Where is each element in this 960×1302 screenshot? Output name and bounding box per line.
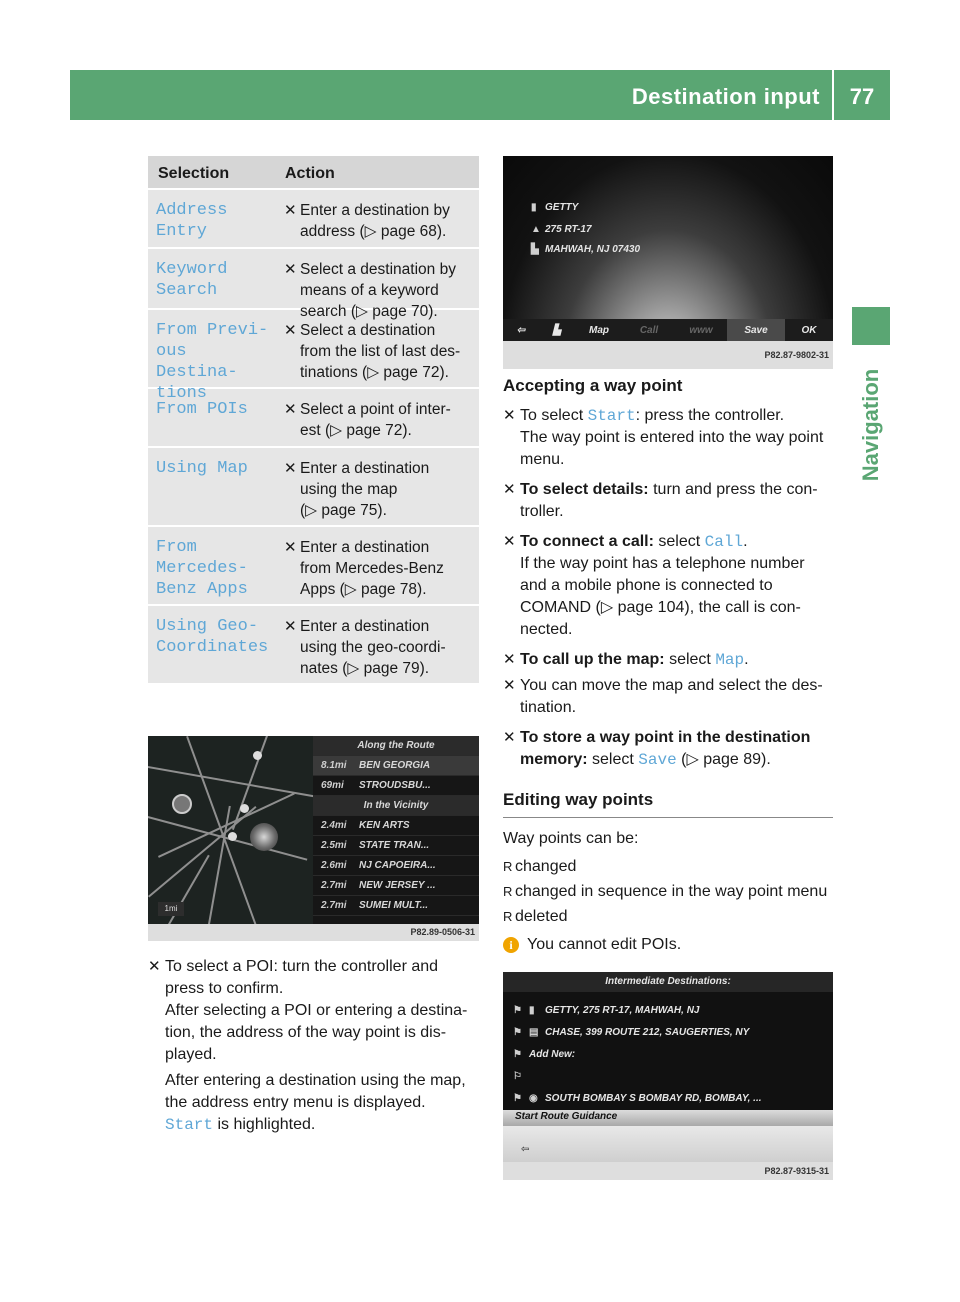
table-row	[148, 604, 479, 683]
step-marker: ✕	[148, 958, 161, 975]
back-icon[interactable]: ⇦	[516, 324, 526, 336]
step-marker: ✕	[503, 677, 516, 694]
editing-intro: Way points can be:	[503, 830, 639, 847]
action-cell	[276, 606, 479, 683]
poi-label: NEW JERSEY ...	[359, 880, 436, 891]
destination-row-3[interactable]: ⚑ ◉ SOUTH BOMBAY S BOMBAY RD, BOMBAY, ...	[513, 1090, 762, 1108]
poi-list-item[interactable]	[313, 856, 479, 876]
accepting-heading: Accepting a way point	[503, 376, 683, 395]
bullet-marker: R	[503, 884, 513, 899]
poi-list-item[interactable]	[313, 756, 479, 776]
selection-cell: Keyword Search	[156, 260, 228, 300]
fuel-icon: ▮	[531, 202, 537, 213]
flag-icon: ⚑	[513, 1049, 522, 1060]
poi-distance: 8.1mi	[321, 760, 347, 771]
info-text: You cannot edit POIs.	[527, 936, 682, 953]
step-text: To select	[520, 407, 584, 424]
editing-bullets	[503, 856, 833, 928]
bullet-marker: R	[503, 859, 513, 874]
figure-code: P82.87-9802-31	[764, 350, 829, 360]
waypoint-line-1: ▮ GETTY	[531, 202, 579, 213]
highlight-area	[503, 1126, 833, 1162]
editing-heading: Editing way points	[503, 790, 654, 809]
bullet-text: changed in sequence in the way point menu	[515, 883, 828, 900]
poi-instruction-text: To select a POI: turn the controller and press to confirm.	[165, 958, 439, 997]
poi-distance: 2.7mi	[321, 880, 347, 891]
step-marker: ✕	[503, 533, 516, 550]
selection-table	[148, 156, 479, 683]
figure-code: P82.87-9315-31	[764, 1166, 829, 1176]
start-guidance-bar[interactable]	[503, 1110, 833, 1126]
action-cell	[276, 310, 479, 387]
step-text: select	[592, 751, 634, 768]
poi-paragraph-1: After selecting a POI or entering a destina- tion, the address of the way point is dis- played.	[165, 1002, 468, 1063]
poi-label: Along the Route	[357, 740, 435, 751]
flag-icon: ⚐	[513, 1071, 522, 1082]
action-text: Select a point of inter- est (▷ page 72).	[300, 401, 451, 439]
map-keyword: Map	[715, 651, 745, 669]
selection-cell: From Previ‐ ous Destina‐ tions	[156, 321, 269, 403]
step-text: select	[658, 533, 701, 550]
section-tab	[852, 350, 890, 500]
list-item	[503, 906, 833, 928]
table-row	[148, 525, 479, 604]
list-item	[503, 881, 833, 903]
poi-list-item[interactable]	[313, 876, 479, 896]
poi-list-item[interactable]	[313, 776, 479, 796]
start-keyword: Start	[587, 407, 636, 425]
call-button[interactable]: Call	[639, 324, 659, 336]
bullet-text: changed	[515, 858, 577, 875]
table-row	[148, 247, 479, 320]
poi-label: KEN ARTS	[359, 820, 410, 831]
step-marker: ✕	[284, 202, 297, 219]
www-button[interactable]: www	[689, 324, 713, 336]
list-item	[503, 856, 833, 878]
step-text: select	[669, 651, 711, 668]
intermediate-destinations-screenshot	[503, 972, 833, 1162]
step-text: : press the controller.	[635, 407, 785, 424]
poi-list-header[interactable]	[313, 796, 479, 816]
section-tab-marker	[852, 307, 890, 345]
step-text: You can move the map and select the des- tination.	[520, 677, 823, 716]
start-guidance-label: Start Route Guidance	[515, 1111, 618, 1122]
table-row	[148, 308, 479, 403]
step-store-waypoint	[503, 727, 833, 771]
poi-distance: 2.6mi	[321, 860, 347, 871]
poi-distance: 2.5mi	[321, 840, 347, 851]
call-keyword: Call	[704, 533, 744, 551]
step-title: To call up the map:	[520, 651, 665, 668]
poi-distance: 2.4mi	[321, 820, 347, 831]
poi-list	[313, 736, 479, 924]
figure-code: P82.89-0506-31	[410, 927, 475, 937]
step-title: To store a way point in the destination memory:	[520, 729, 811, 768]
action-text: Select a destination by means of a keyword search (▷ page 70).	[300, 261, 456, 320]
step-call-map: ✕ To call up the map: select Map.	[503, 651, 749, 669]
step-text: turn and press the con- troller.	[520, 481, 818, 520]
step-marker: ✕	[503, 651, 516, 668]
flag-icon: ⚑	[513, 1027, 522, 1038]
add-new-row[interactable]: ⚑ Add New:	[513, 1046, 575, 1064]
waypoint-line-2: ▲ 275 RT-17	[531, 224, 592, 235]
waypoint-menu-bar	[503, 319, 833, 341]
step-detail: The way point is entered into the way point menu.	[520, 429, 824, 468]
table-row	[148, 188, 479, 247]
action-text: Select a destination from the list of last des- tinations (▷ page 72).	[300, 322, 461, 381]
bank-icon: ▤	[529, 1027, 539, 1038]
page-title: Destination input	[631, 84, 820, 109]
step-marker: ✕	[284, 539, 297, 556]
action-cell	[276, 249, 479, 320]
fuel-icon: ▮	[529, 1005, 535, 1016]
table-header	[148, 156, 479, 188]
poi-label: BEN GEORGIA	[359, 760, 431, 771]
map-poi-icon	[172, 794, 192, 814]
place-icon: ◉	[529, 1093, 538, 1104]
map-button[interactable]: Map	[589, 324, 609, 336]
poi-label: SUMEI MULT...	[359, 900, 429, 911]
action-cell	[276, 448, 479, 525]
selection-cell: Address Entry	[156, 201, 228, 241]
destination-row-1[interactable]: ⚑ ▮ GETTY, 275 RT-17, MAHWAH, NJ	[513, 1002, 700, 1020]
step-marker: ✕	[284, 261, 297, 278]
start-keyword: Start	[165, 1116, 214, 1134]
map-screenshot	[148, 736, 479, 924]
column-header-selection: Selection	[158, 165, 230, 182]
step-marker: ✕	[284, 618, 297, 635]
highlighted-text: is highlighted.	[217, 1116, 316, 1133]
step-select-details	[503, 479, 833, 523]
info-icon: i	[503, 937, 519, 953]
step-title: To select details:	[520, 481, 649, 498]
selection-cell: Using Geo- Coordinates	[156, 617, 269, 657]
map-poi-icon	[240, 804, 249, 813]
bullet-text: deleted	[515, 908, 568, 925]
action-text: Enter a destination using the map (▷ page 75).	[300, 460, 430, 519]
poi-paragraph-2: After entering a destination using the map, the address entry menu is displayed.	[165, 1072, 466, 1111]
step-detail: If the way point has a telephone number and a mobile phone is connected to COMAND (▷ page 104), the call is con- nected.	[520, 555, 805, 638]
action-text: Enter a destination from Mercedes-Benz Apps (▷ page 78).	[300, 539, 444, 598]
map-vehicle-icon	[250, 823, 278, 851]
step-connect-call: ✕ To connect a call: select Call. If the way point has a telephone number and a mobile phone is connected to COMAND (▷ page 104), the call is con- nected.	[503, 531, 833, 641]
map-road	[148, 766, 315, 797]
poi-label: NJ CAPOEIRA...	[359, 860, 436, 871]
page-number: 77	[849, 84, 875, 109]
accepting-section	[503, 375, 833, 956]
action-cell	[276, 389, 479, 446]
poi-label: STATE TRAN...	[359, 840, 430, 851]
road-icon: ▲	[531, 224, 541, 235]
waypoint-line-3: ▙ MAHWAH, NJ 07430	[531, 244, 641, 255]
city-icon: ▙	[531, 244, 539, 255]
back-icon[interactable]: ⇦	[521, 1144, 530, 1155]
intermediate-title: Intermediate Destinations:	[503, 972, 833, 992]
step-marker: ✕	[284, 460, 297, 477]
step-marker: ✕	[503, 407, 516, 424]
bullet-marker: R	[503, 909, 513, 924]
poi-list-header[interactable]	[313, 736, 479, 756]
action-text: Enter a destination using the geo-coordi- nates (▷ page 79).	[300, 618, 446, 677]
map-poi-icon	[228, 832, 237, 841]
page-reference: (▷ page 89).	[681, 751, 771, 768]
action-text: Enter a destination by address (▷ page 68).	[300, 202, 450, 240]
waypoint-screenshot	[503, 156, 833, 341]
action-cell	[276, 527, 479, 604]
table-body	[148, 188, 479, 683]
map-scale: 1mi	[158, 902, 184, 916]
table-row	[148, 387, 479, 446]
step-marker: ✕	[284, 401, 297, 418]
heading-rule	[503, 817, 833, 818]
empty-slot-row[interactable]	[513, 1068, 529, 1086]
poi-list-item[interactable]	[313, 836, 479, 856]
save-keyword: Save	[638, 751, 677, 769]
poi-distance: 69mi	[321, 780, 344, 791]
save-button[interactable]: Save	[727, 319, 785, 341]
details-icon[interactable]: ▙	[553, 324, 561, 336]
poi-list-item[interactable]	[313, 816, 479, 836]
poi-instruction	[148, 956, 479, 1136]
table-row	[148, 446, 479, 525]
selection-cell: From POIs	[156, 400, 248, 419]
destination-row-2[interactable]: ⚑ ▤ CHASE, 399 ROUTE 212, SAUGERTIES, NY	[513, 1024, 749, 1042]
ok-button[interactable]: OK	[801, 324, 817, 336]
step-marker: ✕	[284, 322, 297, 339]
selection-cell: From Mercedes- Benz Apps	[156, 538, 248, 599]
poi-label: In the Vicinity	[363, 800, 429, 811]
poi-paragraph-3	[148, 1114, 479, 1136]
action-cell	[276, 190, 479, 247]
info-note	[503, 934, 833, 956]
step-marker: ✕	[503, 481, 516, 498]
step-title: To connect a call:	[520, 533, 654, 550]
step-select-start	[503, 405, 833, 471]
step-move-map	[503, 675, 833, 719]
selection-cell: Using Map	[156, 459, 248, 478]
flag-icon: ⚑	[513, 1093, 522, 1104]
step-marker: ✕	[503, 729, 516, 746]
poi-label: STROUDSBU...	[359, 780, 431, 791]
map-poi-icon	[253, 751, 262, 760]
column-header-action: Action	[285, 165, 335, 182]
poi-distance: 2.7mi	[321, 900, 347, 911]
poi-list-item[interactable]	[313, 896, 479, 916]
flag-icon: ⚑	[513, 1005, 522, 1016]
section-tab-label: Navigation	[858, 368, 883, 482]
